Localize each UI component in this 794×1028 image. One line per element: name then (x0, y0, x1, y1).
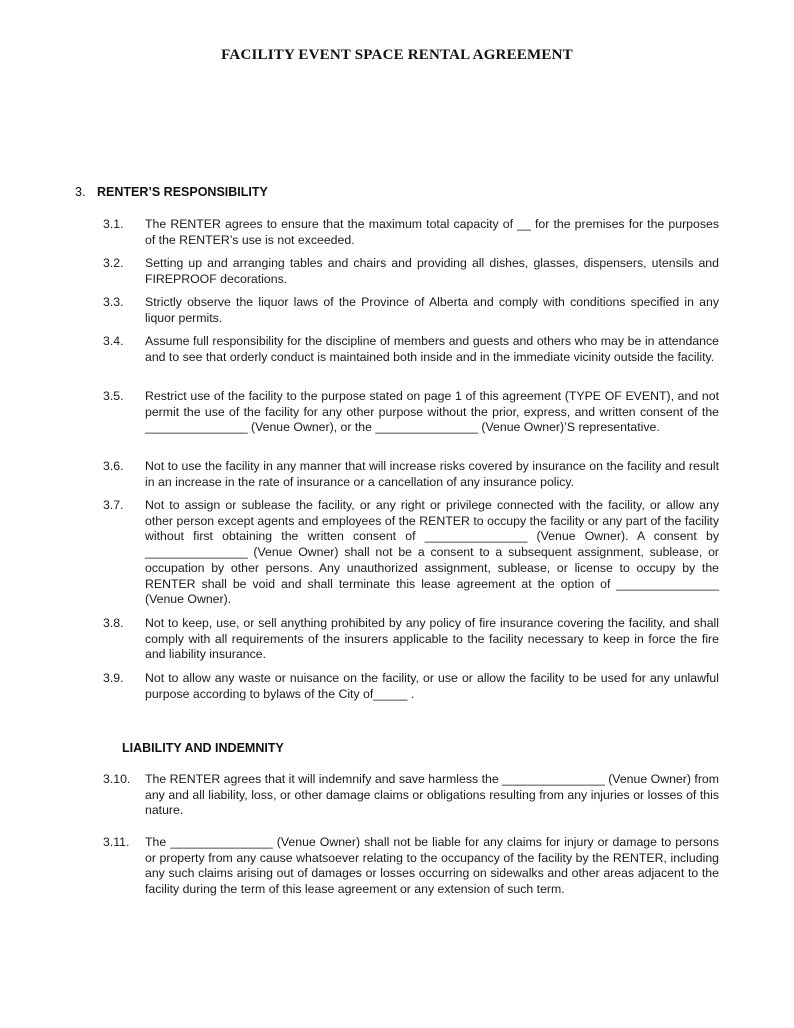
clause-3-5 (103, 389, 719, 436)
clause-3-3 (103, 295, 719, 326)
document-title: FACILITY EVENT SPACE RENTAL AGREEMENT (221, 47, 573, 63)
clause-number: 3.3. (103, 295, 124, 309)
clause-number: 3.8. (103, 616, 124, 630)
clause-text: Assume full responsibility for the discipline of members and guests and others who may be in attendance and to see that orderly conduct is maintained both inside and in the immediate vicinity outside the facility. (145, 334, 719, 364)
clause-text: The RENTER agrees that it will indemnify and save harmless the _______________ (Venue Owner) from any and all liability, loss, or other damage claims or obligations resulting from any injuries or losses of this nature. (145, 772, 719, 818)
section-number: 3. (75, 185, 86, 199)
clause-text: Setting up and arranging tables and chairs and providing all dishes, glasses, dispensers, utensils and FIREPROOF decorations. (145, 256, 719, 286)
section-title: RENTER’S RESPONSIBILITY (97, 185, 268, 199)
clause-number: 3.9. (103, 671, 124, 685)
clause-text: Not to use the facility in any manner that will increase risks covered by insurance on the facility and result in an increase in the rate of insurance or a cancellation of any insurance policy. (145, 459, 719, 489)
clause-number: 3.1. (103, 217, 124, 231)
clause-number: 3.4. (103, 334, 124, 348)
clause-number: 3.2. (103, 256, 124, 270)
clause-text: Not to assign or sublease the facility, or any right or privilege connected with the facility, or allow any other person except agents and employees of the RENTER to occupy the facility or any part of the facility without first obtaining the written consent of _______________ (Venue Owner). A consent by _______________ (Venue Owner) shall not be a consent to a subsequent assignment, sublease, or occupation by other persons. Any unauthorized assignment, sublease, or license to occupy by the RENTER shall be void and shall terminate this lease agreement at the option of _______________ (Venue Owner). (145, 498, 719, 607)
clause-3-7 (103, 498, 719, 608)
clause-3-10 (103, 772, 719, 819)
clause-3-8 (103, 616, 719, 663)
section-heading (75, 185, 268, 199)
clause-3-11 (103, 835, 719, 898)
clause-number: 3.10. (103, 772, 131, 786)
clause-text: Restrict use of the facility to the purpose stated on page 1 of this agreement (TYPE OF EVENT), and not permit the use of the facility for any other purpose without the prior, express, and written consent of the _______________ (Venue Owner), or the _______________ (Venue Owner)’S representative. (145, 389, 719, 435)
clause-text: Not to allow any waste or nuisance on the facility, or use or allow the facility to be used for any unlawful purpose according to bylaws of the City of_____ . (145, 671, 719, 701)
clause-text: Strictly observe the liquor laws of the Province of Alberta and comply with conditions specified in any liquor permits. (145, 295, 719, 325)
liability-heading: LIABILITY AND INDEMNITY (122, 741, 284, 755)
clause-number: 3.5. (103, 389, 124, 403)
clause-number: 3.6. (103, 459, 124, 473)
clause-3-2 (103, 256, 719, 287)
clause-3-6 (103, 459, 719, 490)
clause-number: 3.7. (103, 498, 124, 512)
clause-number: 3.11. (103, 835, 130, 849)
clause-text: Not to keep, use, or sell anything prohibited by any policy of fire insurance covering the facility, and shall comply with all requirements of the insurers applicable to the facility necessary to keep in force the fire and liability insurance. (145, 616, 719, 662)
clause-3-9 (103, 671, 719, 702)
clause-3-4 (103, 334, 719, 365)
clause-3-1 (103, 217, 719, 248)
clause-text: The RENTER agrees to ensure that the maximum total capacity of __ for the premises for the purposes of the RENTER’s use is not exceeded. (145, 217, 719, 247)
clause-text: The _______________ (Venue Owner) shall not be liable for any claims for injury or damage to persons or property from any cause whatsoever relating to the occupancy of the facility by the RENTER, including any such claims arising out of damages or losses occurring on sidewalks and other areas adjacent to the facility during the term of this lease agreement or any extension of such term. (145, 835, 719, 897)
